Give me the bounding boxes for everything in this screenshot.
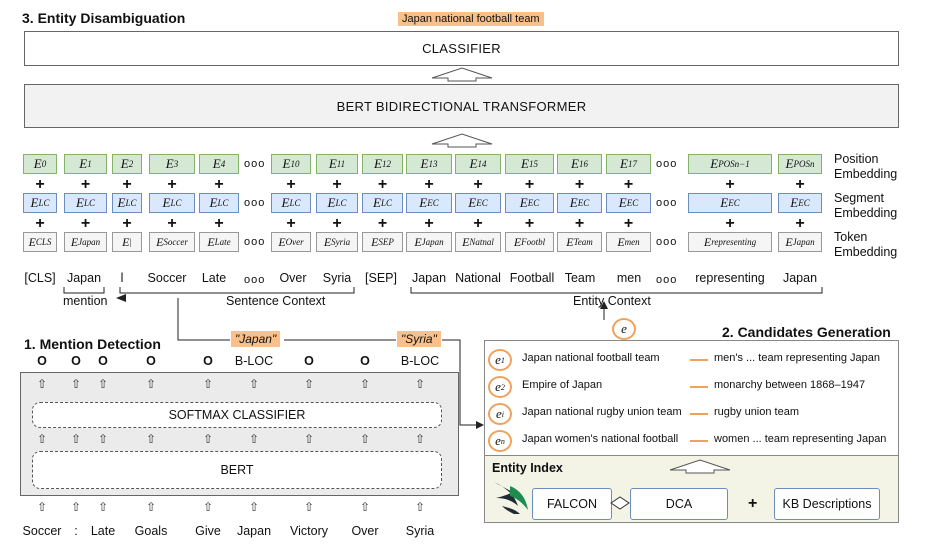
input-word: Japan (236, 524, 272, 538)
candidate-connector-line (690, 440, 708, 442)
up-arrow-icon: ⇧ (248, 432, 260, 446)
segment-embedding: E LC (199, 193, 239, 213)
candidate-name: Japan national football team (522, 352, 660, 364)
plus-sign: + (214, 176, 224, 193)
candidate-name: Japan women's national football (522, 433, 679, 445)
plus-sign: + (574, 215, 585, 232)
plus-sign: + (80, 215, 91, 232)
falcon-box: FALCON (532, 488, 612, 520)
token-word: Japan (411, 271, 447, 285)
entity-index-title: Entity Index (492, 461, 563, 475)
token-word: men (616, 271, 642, 285)
plus-sign: + (748, 495, 758, 512)
ner-tag: O (304, 354, 314, 368)
ner-tag: B-LOC (234, 354, 274, 368)
up-arrow-icon: ⇧ (414, 377, 426, 391)
token-embedding: E | (112, 232, 142, 252)
plus-sign: + (524, 176, 535, 193)
token-word: Over (279, 271, 307, 285)
plus-sign: + (623, 215, 634, 232)
candidate-connector-line (690, 386, 708, 388)
ellipsis-dots: ooo (656, 158, 678, 170)
candidates-generation-title: 2. Candidates Generation (722, 324, 891, 340)
segment-embedding: E LC (271, 193, 311, 213)
position-embedding: E 15 (505, 154, 554, 174)
classifier-box: CLASSIFIER (24, 31, 899, 66)
candidate-description: women ... team representing Japan (714, 433, 887, 445)
plus-sign: + (795, 176, 805, 193)
position-embedding: E 16 (557, 154, 602, 174)
up-arrow-icon: ⇧ (70, 377, 82, 391)
token-word: representing (695, 271, 765, 285)
candidate-entity-icon: e i (488, 403, 512, 425)
ellipsis-dots: ooo (656, 197, 678, 209)
segment-embedding: E EC (557, 193, 602, 213)
up-arrow-icon: ⇧ (303, 500, 315, 514)
position-embedding: E 2 (112, 154, 142, 174)
segment-embedding: E LC (149, 193, 195, 213)
up-arrow-icon: ⇧ (202, 500, 214, 514)
japan-tag: "Japan" (231, 331, 280, 347)
candidate-entity-icon: e 1 (488, 349, 512, 371)
token-embedding-label: Token Embedding (834, 230, 898, 259)
token-embedding: E men (606, 232, 651, 252)
up-arrow-icon: ⇧ (145, 432, 157, 446)
segment-embedding: E EC (778, 193, 822, 213)
segment-embedding: E LC (64, 193, 107, 213)
token-word: National (455, 271, 501, 285)
position-embedding: E 0 (23, 154, 57, 174)
up-arrow-icon: ⇧ (202, 432, 214, 446)
token-embedding: E Japan (778, 232, 822, 252)
segment-embedding: E EC (455, 193, 501, 213)
candidate-description: rugby union team (714, 406, 799, 418)
token-embedding: E Footbl (505, 232, 554, 252)
position-embedding: E 11 (316, 154, 358, 174)
up-arrow-icon: ⇧ (303, 377, 315, 391)
plus-sign: + (214, 215, 224, 232)
position-embedding: E 14 (455, 154, 501, 174)
input-word: : (74, 524, 78, 538)
position-embedding-label: Position Embedding (834, 152, 898, 181)
segment-embedding: E LC (316, 193, 358, 213)
token-word: Syria (322, 271, 352, 285)
entity-disambiguation-title: 3. Entity Disambiguation (22, 10, 186, 26)
position-embedding: E POSn (778, 154, 822, 174)
candidate-description: men's ... team representing Japan (714, 352, 880, 364)
token-embedding: E Team (557, 232, 602, 252)
plus-sign: + (524, 215, 535, 232)
softmax-classifier-box: SOFTMAX CLASSIFIER (32, 402, 442, 428)
input-word: Victory (290, 524, 328, 538)
up-arrow-icon: ⇧ (359, 377, 371, 391)
up-arrow-icon: ⇧ (303, 432, 315, 446)
plus-sign: + (286, 215, 296, 232)
plus-sign: + (332, 176, 342, 193)
candidate-entity-icon: e 2 (488, 376, 512, 398)
bert-transformer-box: BERT BIDIRECTIONAL TRANSFORMER (24, 84, 899, 128)
token-word: Late (201, 271, 227, 285)
sentence-context-label: Sentence Context (226, 294, 326, 308)
ner-tag: O (146, 354, 156, 368)
token-word: Soccer (147, 271, 187, 285)
plus-sign: + (332, 215, 342, 232)
plus-sign: + (424, 215, 434, 232)
token-embedding: E Soccer (149, 232, 195, 252)
diamond-connector-icon (610, 496, 630, 510)
entity-e-icon: e (612, 318, 636, 340)
plus-sign: + (167, 176, 177, 193)
token-word: l (120, 271, 124, 285)
position-embedding: E 12 (362, 154, 403, 174)
input-word: Goals (134, 524, 168, 538)
token-word: Japan (66, 271, 102, 285)
plus-sign: + (473, 215, 483, 232)
token-embedding: E Syria (316, 232, 358, 252)
up-arrow-icon: ⇧ (359, 432, 371, 446)
ner-tag: O (203, 354, 213, 368)
ellipsis-dots: ooo (244, 197, 266, 209)
candidate-description: monarchy between 1868–1947 (714, 379, 866, 391)
entity-context-label: Entity Context (573, 294, 651, 308)
candidate-entity-icon: e n (488, 430, 512, 452)
token-word: Team (564, 271, 596, 285)
token-embedding: E CLS (23, 232, 57, 252)
ner-tag: O (71, 354, 81, 368)
segment-embedding: E EC (606, 193, 651, 213)
plus-sign: + (35, 215, 45, 232)
position-embedding: E POSn−1 (688, 154, 772, 174)
token-embedding: E Over (271, 232, 311, 252)
ner-tag: B-LOC (400, 354, 440, 368)
token-embedding: E Japan (406, 232, 452, 252)
up-arrow-icon: ⇧ (414, 500, 426, 514)
mention-detection-title: 1. Mention Detection (24, 336, 161, 352)
syria-tag: "Syria" (397, 331, 441, 347)
input-word: Give (195, 524, 221, 538)
plus-sign: + (424, 176, 434, 193)
position-embedding: E 4 (199, 154, 239, 174)
plus-sign: + (286, 176, 296, 193)
up-arrow-icon: ⇧ (145, 500, 157, 514)
plus-sign: + (725, 176, 735, 193)
input-word: Late (90, 524, 116, 538)
plus-sign: + (122, 176, 132, 193)
plus-sign: + (574, 176, 585, 193)
ellipsis-dots: ooo (244, 274, 266, 286)
up-arrow-icon: ⇧ (359, 500, 371, 514)
position-embedding: E 3 (149, 154, 195, 174)
position-embedding: E 1 (64, 154, 107, 174)
plus-sign: + (725, 215, 735, 232)
input-word: Syria (405, 524, 435, 538)
dca-box: DCA (630, 488, 728, 520)
position-embedding: E 13 (406, 154, 452, 174)
candidate-name: Japan national rugby union team (522, 406, 682, 418)
candidate-connector-line (690, 413, 708, 415)
plus-sign: + (795, 215, 805, 232)
segment-embedding: E LC (112, 193, 142, 213)
kb-descriptions-box: KB Descriptions (774, 488, 880, 520)
up-arrow-icon (668, 458, 732, 474)
up-arrow-icon: ⇧ (97, 377, 109, 391)
token-embedding: E Late (199, 232, 239, 252)
plus-sign: + (80, 176, 91, 193)
input-word: Over (351, 524, 379, 538)
bert-box: BERT (32, 451, 442, 489)
position-embedding: E 10 (271, 154, 311, 174)
token-word: Football (509, 271, 555, 285)
plus-sign: + (473, 176, 483, 193)
plus-sign: + (377, 176, 388, 193)
ellipsis-dots: ooo (656, 274, 678, 286)
plus-sign: + (167, 215, 177, 232)
output-entity-label: Japan national football team (398, 12, 544, 26)
segment-embedding: E EC (688, 193, 772, 213)
token-word: Japan (782, 271, 818, 285)
up-arrow-icon: ⇧ (36, 377, 48, 391)
token-embedding: E Natnal (455, 232, 501, 252)
up-arrow-icon: ⇧ (36, 432, 48, 446)
candidate-name: Empire of Japan (522, 379, 603, 391)
up-arrow-icon: ⇧ (97, 500, 109, 514)
plus-sign: + (377, 215, 388, 232)
up-arrow-icon: ⇧ (36, 500, 48, 514)
token-embedding: E Japan (64, 232, 107, 252)
mention-label: mention (63, 294, 108, 308)
up-arrow-icon: ⇧ (145, 377, 157, 391)
token-embedding: E SEP (362, 232, 403, 252)
plus-sign: + (122, 215, 132, 232)
token-word: [CLS] (24, 271, 56, 285)
up-arrow-icon: ⇧ (202, 377, 214, 391)
ellipsis-dots: ooo (656, 236, 678, 248)
up-arrow-icon: ⇧ (70, 432, 82, 446)
up-arrow-icon: ⇧ (414, 432, 426, 446)
up-arrow-icon: ⇧ (248, 500, 260, 514)
ner-tag: O (37, 354, 47, 368)
ellipsis-dots: ooo (244, 158, 266, 170)
segment-embedding: E EC (505, 193, 554, 213)
segment-embedding: E EC (406, 193, 452, 213)
segment-embedding: E LC (23, 193, 57, 213)
falcon-logo-icon (492, 476, 532, 516)
token-embedding: E representing (688, 232, 772, 252)
ner-tag: O (360, 354, 370, 368)
ellipsis-dots: ooo (244, 236, 266, 248)
up-arrow-icon: ⇧ (97, 432, 109, 446)
up-arrow-icon: ⇧ (248, 377, 260, 391)
plus-sign: + (35, 176, 45, 193)
plus-sign: + (623, 176, 634, 193)
segment-embedding-label: Segment Embedding (834, 191, 898, 220)
ner-tag: O (98, 354, 108, 368)
token-word: [SEP] (365, 271, 397, 285)
position-embedding: E 17 (606, 154, 651, 174)
segment-embedding: E LC (362, 193, 403, 213)
input-word: Soccer (22, 524, 62, 538)
up-arrow-icon: ⇧ (70, 500, 82, 514)
candidate-connector-line (690, 359, 708, 361)
